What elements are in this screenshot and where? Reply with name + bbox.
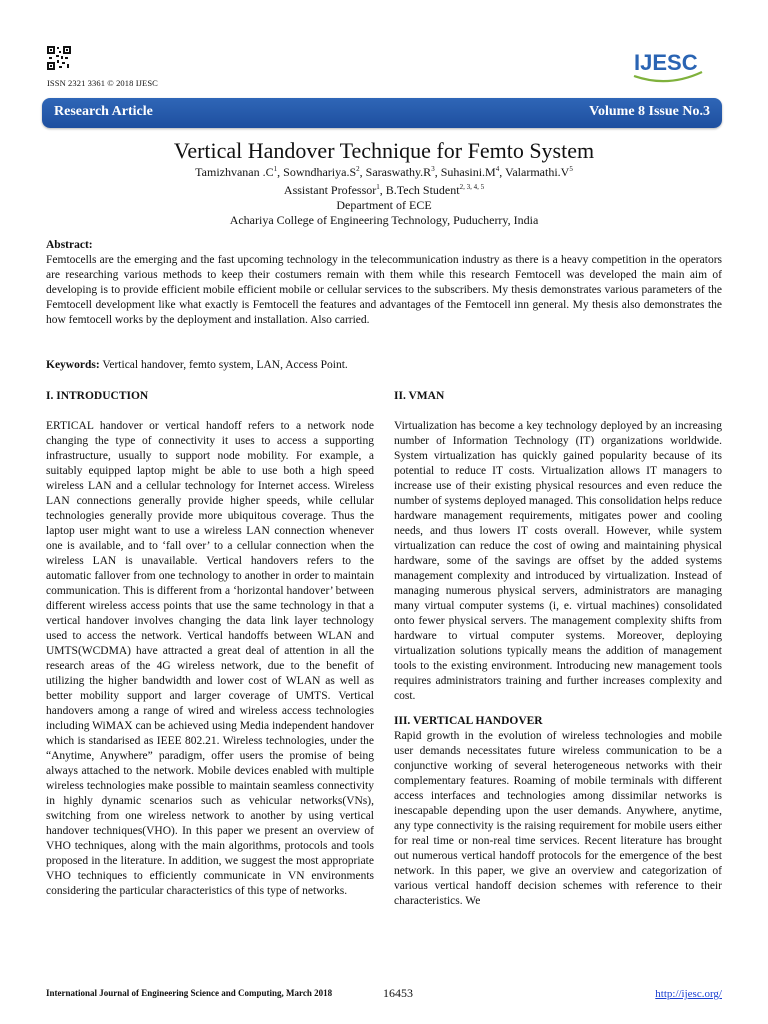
author-roles: Assistant Professor$^1$, B.Tech Student$^{2, 3, 4, 5}$: [283, 183, 485, 197]
author-block: [0, 162, 768, 228]
left-column: [46, 389, 374, 899]
issn-line: ISSN 2321 3361 © 2018 IJESC: [47, 78, 158, 88]
vman-text: Virtualization has become a key technology deployed by an increasing number of Information Technology (IT) organizations worldwide. System virtualization has quickly gained popularity because of its potential to reduce IT costs. Virtualization allows IT managers to increase use of their existing physical resources and even reduce the number of systems deployed managed. This consolidation helps reduce hardware management requirements, mitigates power and cooling needs, and thus lowers IT costs overall. However, while system virtualization can reduce the cost of owing and maintaining physical hardware, some of the savings are offset by the added systems management complexity and introduced by virtualization. Instead of managing numerous physical servers, administrators are managing many virtual computer systems (i, e. virtual machines) consolidated onto fewer physical servers. The management complexity shifts from hardware to virtual computer systems. Moreover, deploying virtualization solutions typically means the addition of management tools to the existing environment. Introducing new management tools requires administrators training and further increases complexity and cost.: [394, 420, 722, 702]
ijesc-logo: [630, 44, 706, 84]
section-heading-vertical-handover: III. VERTICAL HANDOVER: [394, 715, 543, 727]
author-name: Suhasini.M: [440, 165, 496, 179]
article-banner: [42, 98, 722, 128]
keywords-text: Vertical handover, femto system, LAN, Access Point.: [102, 359, 348, 371]
journal-name: International Journal of Engineering Science and Computing, March 2018: [46, 988, 333, 998]
journal-url-link[interactable]: http://ijesc.org/: [655, 988, 722, 1000]
institution: Achariya College of Engineering Technology, Puducherry, India: [229, 213, 539, 227]
author-name: Tamizhvanan .C: [195, 165, 274, 179]
section-heading-introduction: I. INTRODUCTION: [46, 390, 149, 402]
abstract-text: Femtocells are the emerging and the fast upcoming technology in the telecommunication industry as there is a heavy competition in the operators are researching various methods to keep their costumers remain with them while this research Femtocell was developed the main aim of developing is to provide efficient mobile efficient mobile or cellular services to the subscribers. My thesis demonstrates various parameters of the Femtocell development like what exactly is Femtocell the features and advantages of the Femtocell inn general. My thesis also demonstrates the how femtocell works by the deployment and installation. Also carried.: [46, 254, 722, 326]
right-column: [394, 389, 722, 909]
department: Department of ECE: [336, 198, 432, 212]
author-name: Saraswathy.R: [365, 165, 432, 179]
paper-title: Vertical Handover Technique for Femto System: [173, 138, 595, 163]
page-number: 16453: [383, 986, 413, 1000]
section-heading-vman: II. VMAN: [394, 390, 445, 402]
introduction-text: ERTICAL handover or vertical handoff refers to a network node changing the type of connectivity it uses to access a supporting infrastructure, usually to support node mobility. For example, a suitably equipped laptop might be able to use both a high speed wireless LAN and a cellular technology for Internet access. Wireless LAN connections generally provide higher speeds, while cellular technologies generally provide more ubiquitous coverage. Thus the laptop user might want to use a wireless LAN connection whenever one is available, and to ‘fall over’ to a cellular connection when the wireless LAN is unavailable. Vertical handovers refers to the automatic fallover from one technology to another in order to maintain communication. This is different from a ‘horizontal handover’ between different wireless access points that use the same technology in that a vertical handover involves changing the data link layer technology used to access the network. Vertical handoffs between WLAN and UMTS(WCDMA) have attracted a great deal of attention in all the research areas of the 4G wireless network, due to the benefit of utilizing the higher bandwidth and lower cost of WLAN as well as better mobility support and larger coverage of UMTS. Vertical handovers among a range of wired and wireless access technologies including WiMAX can be achieved using Media independent handover which is standarised as IEEE 802.21. Wireless technologies, under the “Anytime, Anywhere” paradigm, offer users the promise of being always attached to the network. Mobile devices enabled with multiple wireless technologies make possible to maintain seamless connectivity in highly dynamic scenarios such as vehicular networks(VNs), switching from one wireless network to another by using vertical handover techniques(VHO). In this paper we present an overview of VHO techniques, along with the main algorithms, protocols and tools proposed in the literature. In addition, we suggest the most appropriate VHO techniques to efficiently communicate in VN environments considering the particular characteristics of this type of networks.: [46, 420, 374, 897]
article-type: Research Article: [54, 104, 153, 119]
vertical-handover-text: Rapid growth in the evolution of wireless technologies and mobile user demands necessitates future wireless communication to be a conjunctive working of several heterogeneous networks with their complementary features. Roaming of mobile terminals with different access interfaces and technologies among dissimilar networks is inescapable depending upon the user demands. Anywhere, anytime, any type connectivity is the raising requirement for mobile users either for real time or non-real time services. Recent literature has brought out numerous vertical handoff protocols for the emergence of the best network. In this paper, we give an overview and categorization of various vertical handoff decision schemes with reference to their characteristics. We: [394, 730, 722, 907]
keywords-label: Keywords:: [46, 359, 100, 371]
volume-issue: Volume 8 Issue No.3: [589, 104, 710, 119]
author-name: Valarmathi.V: [505, 165, 570, 179]
author-list: Tamizhvanan $.C^1$, $Sowndhariya.S^2$, $Saraswathy.R^3$, $Suhasini.M^4$, $Valarmathi.V^5$: [195, 165, 573, 179]
logo-text: IJESC: [634, 50, 698, 75]
qr-code-icon: [47, 46, 71, 70]
author-name: Sowndhariya.S: [283, 165, 357, 179]
keywords: [46, 359, 348, 371]
abstract: [46, 238, 722, 328]
abstract-heading: Abstract:: [46, 239, 93, 251]
